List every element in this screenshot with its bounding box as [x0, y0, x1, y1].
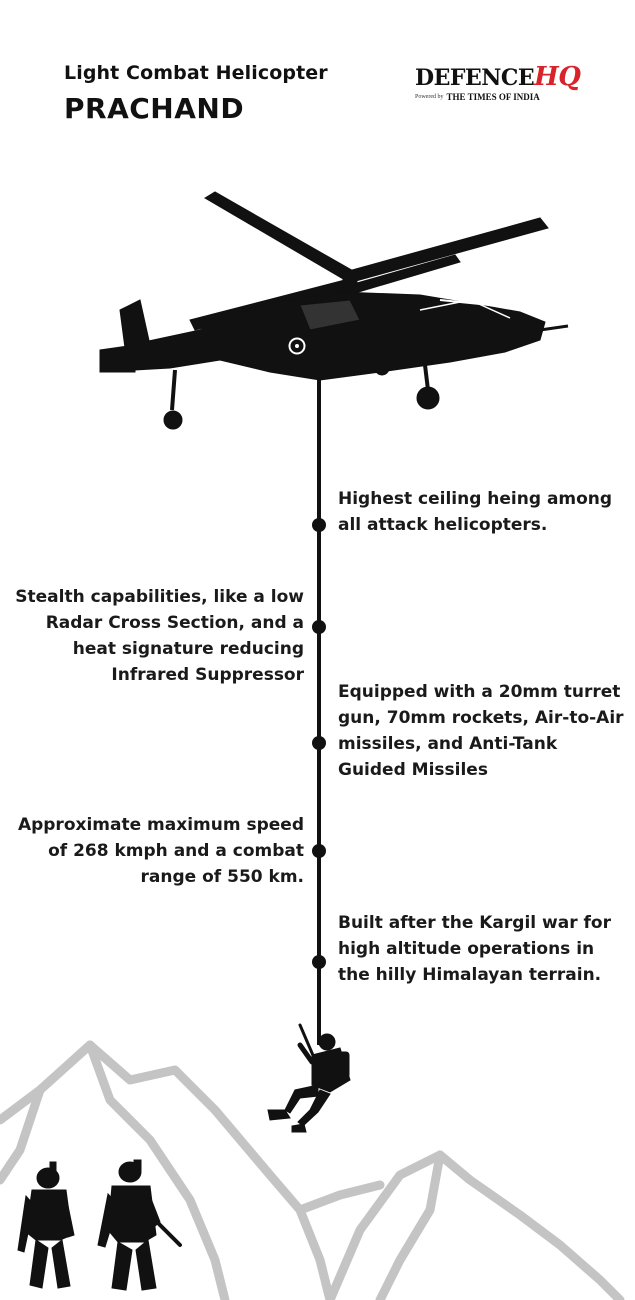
- fact-origin: Built after the Kargil war for high altitude operations in the hilly Himalayan terrain.: [338, 913, 611, 985]
- fact-speed-range: Approximate maximum speed of 268 kmph and a combat range of 550 km.: [17, 815, 304, 887]
- fact-ceiling: Highest ceiling heing among all attack helicopters.: [338, 489, 613, 535]
- fact-stealth: Stealth capabilities, like a low Radar Cross Section, and a heat signature reducing Infrared Suppressor: [15, 587, 304, 685]
- fact-armament: Equipped with a 20mm turret gun, 70mm rockets, Air-to-Air missiles, and Anti-Tank Guided Missiles: [338, 682, 624, 780]
- page-title: PRACHAND: [64, 92, 245, 125]
- logo-powered-by: Powered by: [415, 94, 444, 100]
- logo-partner: THE TIMES OF INDIA: [446, 92, 540, 102]
- logo-brand-accent: HQ: [534, 62, 581, 92]
- logo-brand-main: DEFENCE: [415, 65, 535, 91]
- page-subtitle: Light Combat Helicopter: [64, 62, 328, 84]
